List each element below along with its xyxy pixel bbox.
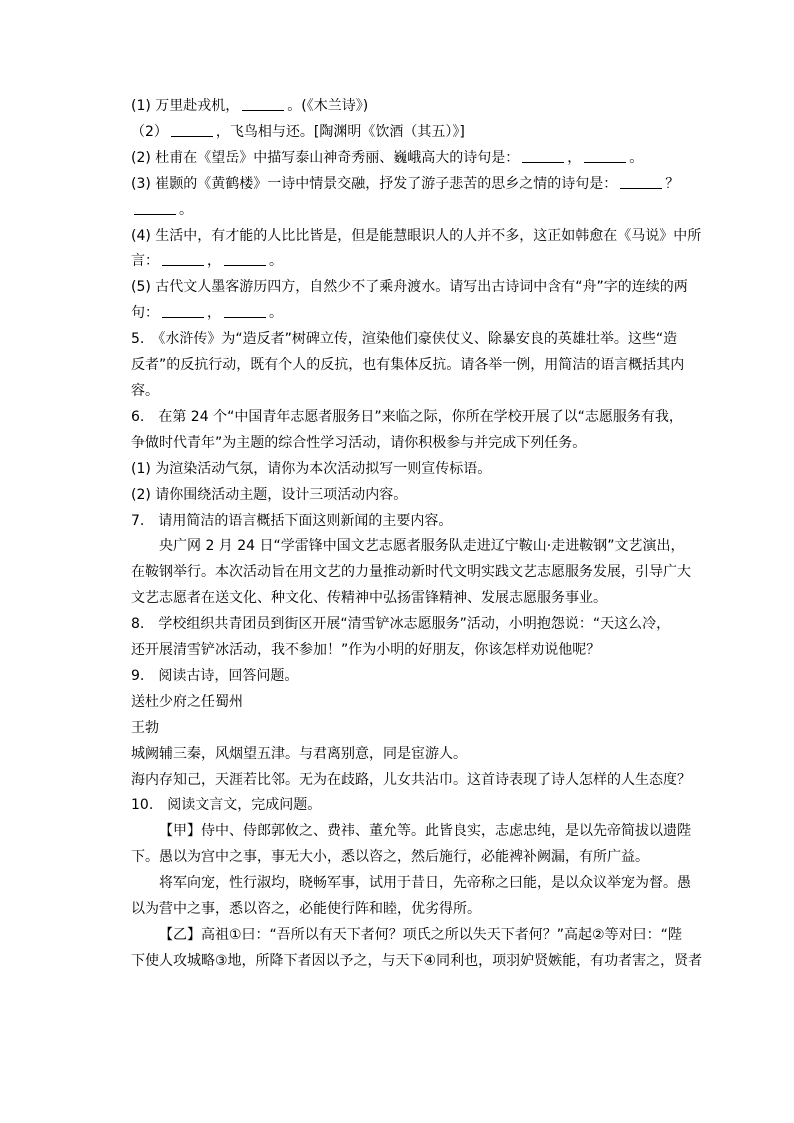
text-segment: 央广网 2 月 24 日“学雷锋中国文艺志愿者服务队走进辽宁鞍山·走进鞍钢”文艺演出， — [159, 538, 685, 555]
answer-blank[interactable] — [242, 96, 284, 111]
text-segment: 。(《木兰诗》) — [287, 98, 369, 114]
text-line — [131, 612, 697, 638]
text-line — [131, 638, 697, 664]
text-line — [131, 327, 697, 353]
text-line — [131, 560, 697, 586]
text-line — [131, 534, 697, 560]
text-segment: (5) 古代文人墨客游历四方，自然少不了乘舟渡水。请写出古诗词中含有“舟”字的连续的两 — [131, 279, 688, 296]
text-line — [131, 224, 702, 250]
text-segment: 6. 在第 24 个“中国青年志愿者服务日”来临之际，你所在学校开展了以“志愿服务有我， — [131, 408, 683, 425]
text-segment: (1) 为渲染活动气氛，请你为本次活动拟写一则宣传标语。 — [131, 460, 492, 477]
text-segment: (2) 杜甫在《望岳》中描写泰山神奇秀丽、巍峨高大的诗句是： — [131, 149, 520, 166]
answer-blank[interactable] — [620, 174, 662, 189]
text-line — [131, 819, 697, 845]
text-line — [131, 431, 697, 457]
text-segment: 句： — [131, 305, 159, 322]
text-line — [131, 768, 697, 794]
text-segment: 以为营中之事，悉以咨之，必能使行阵和睦，优劣得所。 — [131, 901, 481, 918]
text-line — [131, 172, 697, 198]
text-segment: （2） — [131, 123, 168, 140]
document-body — [131, 94, 703, 975]
answer-blank[interactable] — [162, 251, 204, 266]
text-segment: 言： — [131, 253, 159, 270]
text-segment: 争做时代青年”为主题的综合性学习活动，请你积极参与并完成下列任务。 — [131, 434, 587, 451]
text-line — [131, 664, 697, 690]
text-segment: (4) 生活中，有才能的人比比皆是，但是能慧眼识人的人并不多，这正如韩愈在《马说》中所 — [131, 227, 702, 244]
text-segment: 。 — [629, 149, 644, 166]
answer-blank[interactable] — [224, 251, 266, 266]
text-line — [131, 198, 697, 224]
text-segment: ， — [207, 253, 221, 270]
text-line — [131, 871, 697, 897]
text-segment: 王勃 — [131, 719, 159, 736]
text-segment: 下使人攻城略③地，所降下者因以予之，与天下④同利也，项羽妒贤嫉能，有功者害之，贤者 — [131, 952, 703, 969]
answer-blank[interactable] — [134, 200, 176, 215]
text-line — [131, 949, 703, 975]
text-segment: (3) 崔颢的《黄鹤楼》一诗中情景交融，抒发了游子悲苦的思乡之情的诗句是： — [131, 175, 618, 192]
text-segment: 文艺志愿者在送文化、种文化、传精神中弘扬雷锋精神、发展志愿服务事业。 — [131, 590, 607, 607]
text-segment: 。 — [269, 305, 283, 322]
text-segment: 7. 请用简洁的语言概括下面这则新闻的主要内容。 — [131, 512, 453, 529]
text-line — [131, 742, 697, 768]
text-line — [131, 301, 697, 327]
text-segment: 将军向宠，性行淑均，晓畅军事，试用于昔日，先帝称之曰能，是以众议举宠为督。愚 — [159, 875, 691, 892]
text-line — [131, 690, 697, 716]
text-segment: 送杜少府之任蜀州 — [131, 693, 243, 710]
text-line — [131, 405, 697, 431]
answer-blank[interactable] — [162, 303, 204, 318]
text-segment: 【甲】侍中、侍郎郭攸之、费祎、董允等。此皆良实，志虑忠纯，是以先帝简拔以遗陛 — [159, 823, 691, 840]
text-line — [131, 353, 697, 379]
text-segment: 下。愚以为宫中之事，事无大小，悉以咨之，然后施行，必能裨补阙漏，有所广益。 — [131, 849, 649, 866]
text-line — [131, 146, 697, 172]
text-line — [131, 94, 697, 120]
text-line — [131, 923, 697, 949]
text-segment: 。 — [269, 253, 283, 270]
text-line — [131, 249, 697, 275]
text-segment: ， — [567, 149, 582, 166]
text-segment: 反者”的反抗行动，既有个人的反抗，也有集体反抗。请各举一例，用简洁的语言概括其内 — [131, 357, 685, 374]
text-segment: ， — [207, 305, 221, 322]
text-line — [131, 793, 697, 819]
text-line — [131, 897, 697, 923]
text-segment: 城阙辅三秦，风烟望五津。与君离别意，同是宦游人。 — [131, 745, 467, 762]
text-line — [131, 457, 697, 483]
text-line — [131, 483, 697, 509]
answer-blank[interactable] — [522, 148, 564, 163]
text-line — [131, 845, 697, 871]
text-segment: (2) 请你围绕活动主题，设计三项活动内容。 — [131, 486, 408, 503]
answer-blank[interactable] — [171, 122, 213, 137]
text-line — [131, 275, 697, 301]
text-segment: 在鞍钢举行。本次活动旨在用文艺的力量推动新时代文明实践文艺志愿服务发展，引导广大 — [131, 564, 691, 581]
text-segment: 海内存知己，天涯若比邻。无为在歧路，儿女共沾巾。这首诗表现了诗人怎样的人生态度？ — [131, 771, 691, 788]
text-segment: 【乙】高祖①曰：“吾所以有天下者何？项氏之所以失天下者何？”高起②等对曰：“陛 — [159, 927, 682, 943]
text-segment: 容。 — [131, 382, 159, 399]
text-line — [131, 716, 697, 742]
text-segment: 还开展清雪铲冰活动，我不参加！”作为小明的好朋友，你该怎样劝说他呢？ — [131, 642, 601, 659]
text-line — [131, 120, 697, 146]
text-segment: 。 — [179, 201, 193, 218]
text-segment: 5. 《水浒传》为“造反者”树碑立传，渲染他们豪侠仗义、除暴安良的英雄壮举。这些“造 — [131, 331, 678, 348]
text-segment: 10. 阅读文言文，完成问题。 — [131, 797, 322, 814]
text-segment: 9. 阅读古诗，回答问题。 — [131, 667, 299, 684]
text-segment: ？ — [665, 175, 680, 192]
text-segment: (1) 万里赴戎机， — [131, 98, 240, 114]
answer-blank[interactable] — [224, 303, 266, 318]
text-line — [131, 379, 697, 405]
text-segment: ，飞鸟相与还。[陶渊明《饮酒（其五）》] — [215, 123, 465, 140]
text-line — [131, 509, 697, 535]
text-segment: 8. 学校组织共青团员到街区开展“清雪铲冰志愿服务”活动，小明抱怨说：“天这么冷， — [131, 616, 671, 633]
text-line — [131, 586, 697, 612]
answer-blank[interactable] — [584, 148, 626, 163]
